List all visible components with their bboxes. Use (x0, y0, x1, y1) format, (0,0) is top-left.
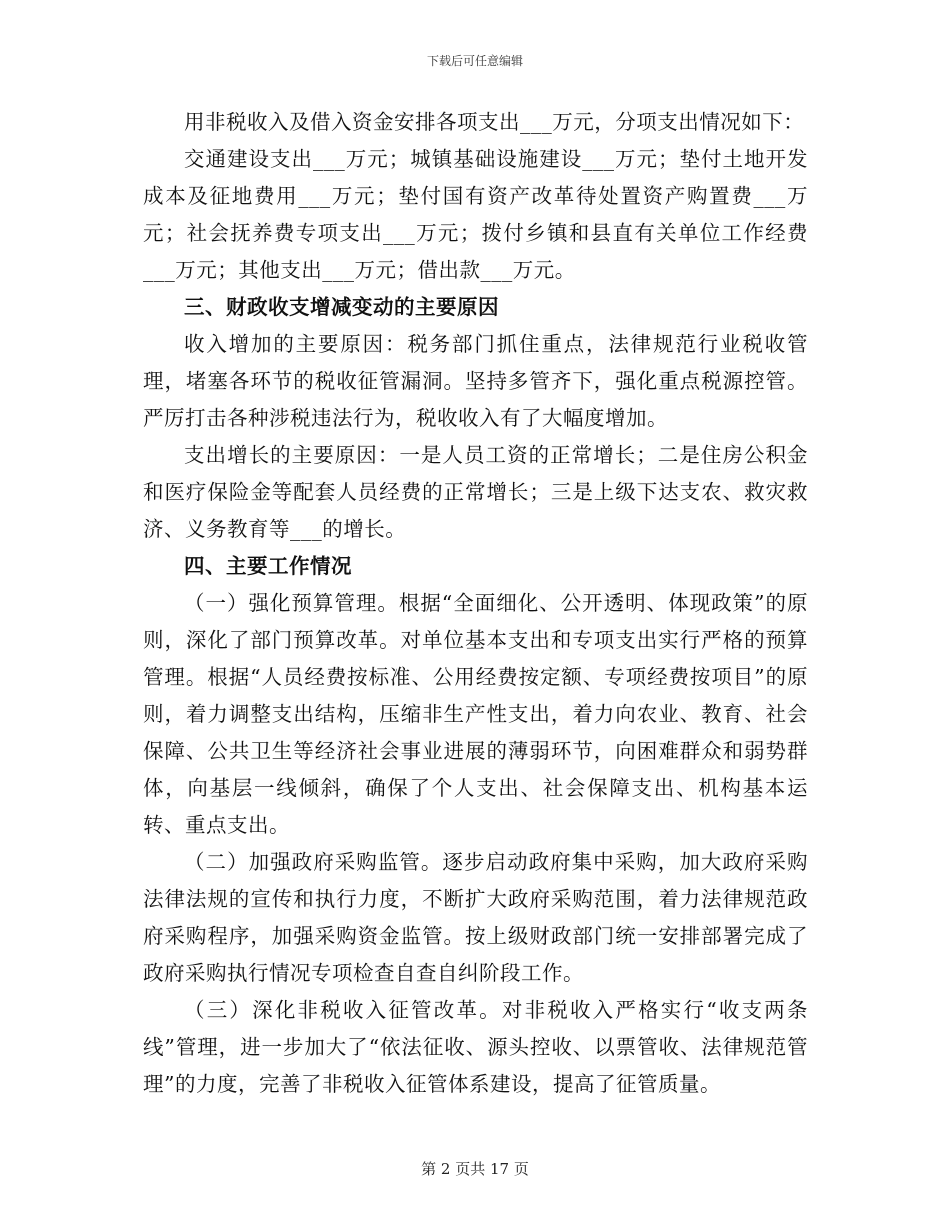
paragraph-expenditure-growth: 支出增长的主要原因：一是人员工资的正常增长；二是住房公积金和医疗保险金等配套人员经费的正常增长；三是上级下达支农、救灾救济、义务教育等___的增长。 (143, 443, 808, 541)
section-heading-4: 四、主要工作情况 (184, 554, 352, 578)
paragraph-nontax-expenditure: 用非税收入及借入资金安排各项支出___万元，分项支出情况如下： (184, 110, 805, 134)
document-body (143, 104, 808, 1103)
page-header: 下载后可任意编辑 (426, 54, 523, 68)
paragraph-income-increase: 收入增加的主要原因：税务部门抓住重点，法律规范行业税收管理，堵塞各环节的税收征管漏洞。坚持多管齐下，强化重点税源控管。严厉打击各种涉税违法行为，税收收入有了大幅度增加。 (143, 332, 808, 430)
page-footer: 第 2 页共 17 页 (421, 1160, 529, 1178)
paragraph-procurement-supervision: （二）加强政府采购监管。逐步启动政府集中采购，加大政府采购法律法规的宣传和执行力度，不断扩大政府采购范围，着力法律规范政府采购程序，加强采购资金监管。按上级财政部门统一安排部署完成了政府采购执行情况专项检查自查自纠阶段工作。 (143, 850, 808, 985)
section-heading-3: 三、财政收支增减变动的主要原因 (184, 295, 499, 319)
paragraph-itemized-expenditure: 交通建设支出___万元；城镇基础设施建设___万元；垫付土地开发成本及征地费用___万元；垫付国有资产改革待处置资产购置费___万元；社会抚养费专项支出___万元；拨付乡镇和县直有关单位工作经费___万元；其他支出___万元；借出款___万元。 (143, 147, 808, 282)
paragraph-nontax-reform: （三）深化非税收入征管改革。对非税收入严格实行“收支两条线”管理，进一步加大了“依法征收、源头控收、以票管收、法律规范管理”的力度，完善了非税收入征管体系建设，提高了征管质量。 (143, 998, 808, 1096)
paragraph-budget-management: （一）强化预算管理。根据“全面细化、公开透明、体现政策”的原则，深化了部门预算改革。对单位基本支出和专项支出实行严格的预算管理。根据“人员经费按标准、公用经费按定额、专项经费按项目”的原则，着力调整支出结构，压缩非生产性支出，着力向农业、教育、社会保障、公共卫生等经济社会事业进展的薄弱环节，向困难群众和弱势群体，向基层一线倾斜，确保了个人支出、社会保障支出、机构基本运转、重点支出。 (143, 591, 808, 837)
